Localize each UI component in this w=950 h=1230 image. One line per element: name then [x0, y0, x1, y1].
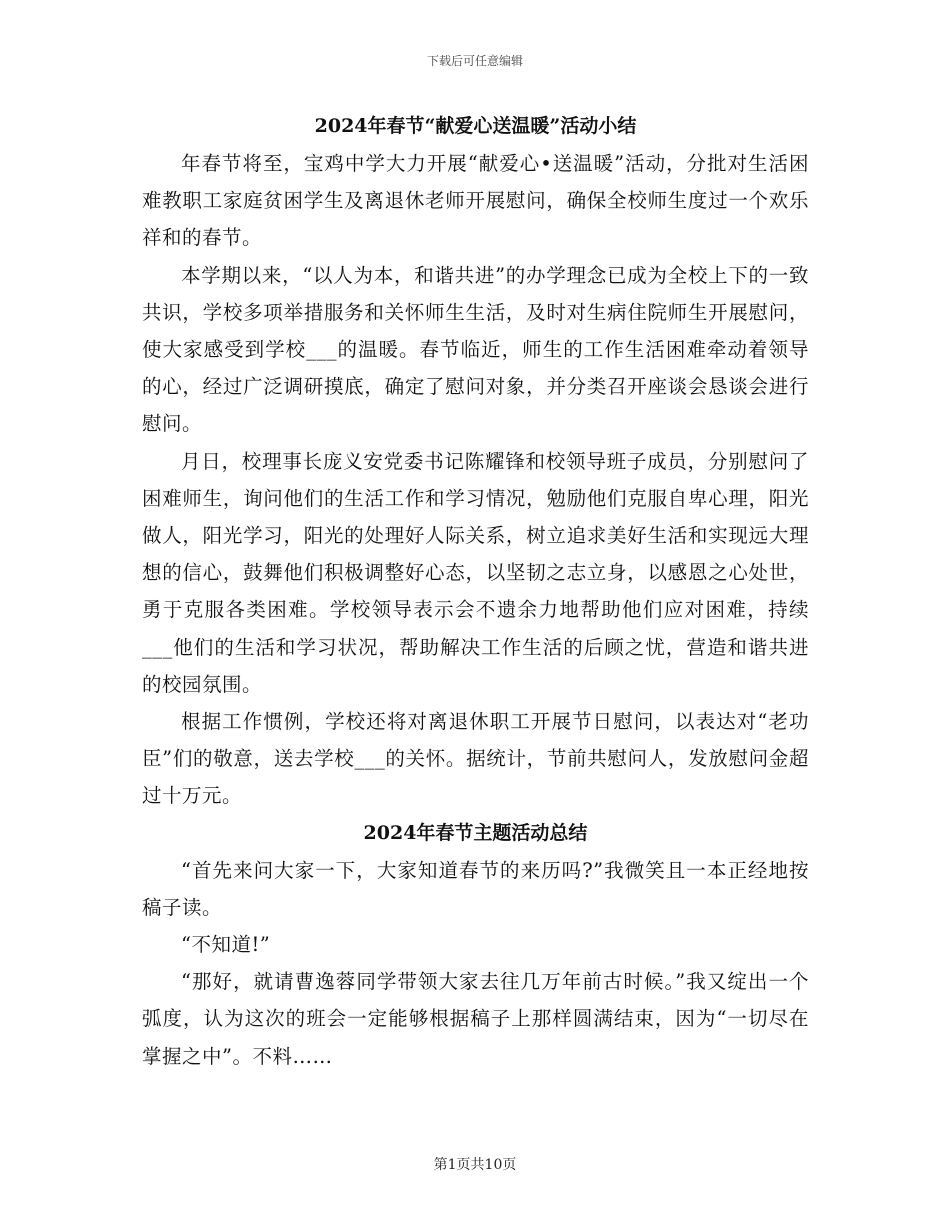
section2-paragraph-2: “不知道!”: [181, 933, 271, 957]
section2-paragraph-3: “那好，就请曹逸蓉同学带领大家去往几万年前古时候。”我又绽出一个弧度，认为这次的班会一定能够根据稿子上那样圆满结束，因为“一切尽在掌握之中”。不料……: [142, 970, 809, 1068]
section1-paragraph-3: 月日，校理事长庞义安党委书记陈耀锋和校领导班子成员，分别慰问了困难师生，询问他们的生活工作和学习情况，勉励他们克服自卑心理，阳光做人，阳光学习，阳光的处理好人际关系，树立追求美好生活和实现远大理想的信心，鼓舞他们积极调整好心态，以坚韧之志立身，以感恩之心处世，勇于克服各类困难。学校领导表示会不遗余力地帮助他们应对困难，持续___他们的生活和学习状况，帮助解决工作生活的后顾之忧，营造和谐共进的校园氛围。: [142, 449, 809, 696]
section2-paragraph-1: “首先来问大家一下，大家知道春节的来历吗?”我微笑且一本正经地按稿子读。: [142, 858, 809, 919]
page-header-note: 下载后可任意编辑: [426, 54, 523, 68]
section1-paragraph-4: 根据工作惯例，学校还将对离退休职工开展节日慰问，以表达对“老功臣”们的敬意，送去学校___的关怀。据统计，节前共慰问人，发放慰问金超过十万元。: [142, 710, 809, 808]
document-body: [142, 108, 809, 1075]
page-footer-number: 第1页共10页: [433, 1157, 517, 1173]
section1-paragraph-2: 本学期以来，“以人为本，和谐共进”的办学理念已成为全校上下的一致共识，学校多项举措服务和关怀师生生活，及时对生病住院师生开展慰问，使大家感受到学校___的温暖。春节临近，师生的工作生活困难牵动着领导的心，经过广泛调研摸底，确定了慰问对象，并分类召开座谈会恳谈会进行慰问。: [142, 263, 809, 436]
section2-title: 2024年春节主题活动总结: [363, 821, 588, 844]
section1-paragraph-1: 年春节将至，宝鸡中学大力开展“献爱心•送温暖”活动，分批对生活困难教职工家庭贫困学生及离退休老师开展慰问，确保全校师生度过一个欢乐祥和的春节。: [142, 152, 809, 250]
section1-title: 2024年春节“献爱心送温暖”活动小结: [314, 115, 637, 137]
